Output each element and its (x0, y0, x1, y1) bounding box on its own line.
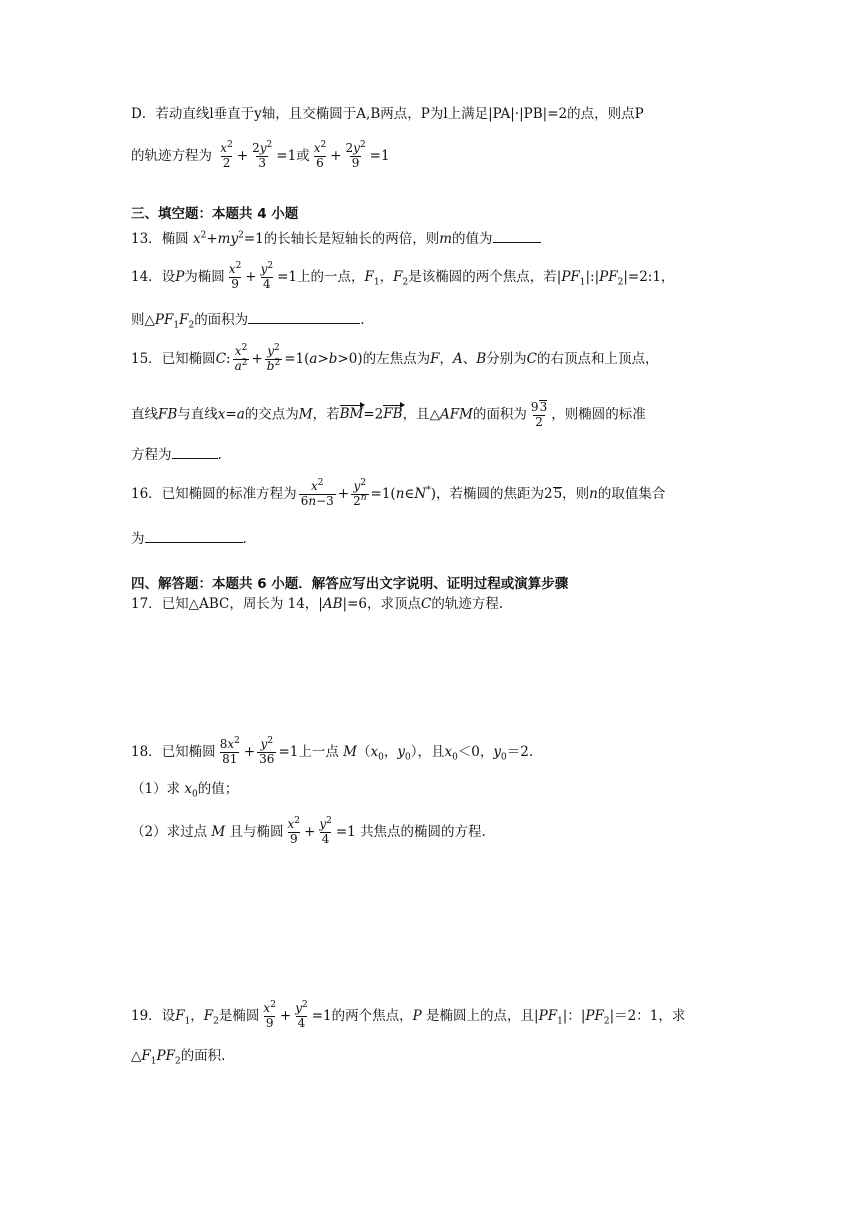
question-19: 19．设$F_1$，$F_2$是椭圆 $\frac{x^2}{9}$ + $\frac{y^2}{4}$ =1的两个焦点，P 是椭圆上的点，且$|PF_1|$：$|PF_2|=2$：1，求 (131, 1000, 686, 1030)
answer-blank[interactable] (145, 530, 243, 543)
option-d-line2: 的轨迹方程为 $\frac{x^2}{2}$ + $\frac{2y^2}{3}$ =1或 $\frac{x^2}{6}$ + $\frac{2y^2}{9}$ =1 (131, 140, 390, 170)
section-4-heading: 四、解答题：本题共 6 小题．解答应写出文字说明、证明过程或演算步骤 (131, 576, 569, 592)
question-18-part2: （2）求过点 M 且与椭圆 $\frac{x^2}{9}$ + $\frac{y^2}{4}$ =1 共焦点的椭圆的方程. (131, 816, 486, 846)
answer-blank[interactable] (493, 230, 541, 243)
question-18: 18．已知椭圆 $\frac{8x^2}{81}$ + $\frac{y^2}{36}$ =1上一点 $M(x_0$，$y_0$），且$x_0<0$，$y_0=2$. (131, 736, 534, 766)
question-19-line2: $\triangle F_1PF_2$的面积. (131, 1048, 226, 1067)
question-15: 15．已知椭圆C: $\frac{x^2}{a^2}$ + $\frac{y^2}{b^2}$ =1(a>b>0)的左焦点为F，A、B分别为C的右顶点和上顶点， (131, 343, 659, 373)
option-d-line1: D．若动直线l垂直于y轴，且交椭圆于A,B两点，P为l上满足|PA|·|PB|=2的点，则点P (131, 106, 644, 122)
question-13: 13．椭圆 $x^2+my^2=1$的长轴长是短轴长的两倍，则m的值为 (131, 230, 541, 247)
question-18-part1: （1）求 $x_0$的值； (131, 781, 239, 800)
question-17: 17．已知△ABC，周长为 14，|AB|=6，求顶点C的轨迹方程. (131, 596, 504, 612)
question-14-line2: 则$\triangle PF_1F_2$的面积为 . (131, 312, 365, 331)
question-15-line2: 直线FB与直线x=a的交点为M，若BM=2FB，且△AFM的面积为 $\frac{93}{2}$ ，则椭圆的标准 (131, 400, 646, 429)
answer-blank[interactable] (248, 311, 360, 324)
question-16-line2: 为 . (131, 531, 247, 547)
question-15-line3: 方程为 . (131, 447, 222, 463)
question-14: 14．设P为椭圆 $\frac{x^2}{9}$ + $\frac{y^2}{4}$ =1上的一点，$F_1$，$F_2$是该椭圆的两个焦点，若$|PF_1|:|PF_2|=2:1$， (131, 261, 675, 291)
answer-blank[interactable] (172, 446, 218, 459)
question-16: 16．已知椭圆的标准方程为 $\frac{x^2}{6n-3}$ + $\frac{y^2}{2^n}$ =1(n∈N*)，若椭圆的焦距为25，则n的取值集合 (131, 478, 666, 508)
section-3-heading: 三、填空题：本题共 4 小题 (131, 206, 299, 222)
